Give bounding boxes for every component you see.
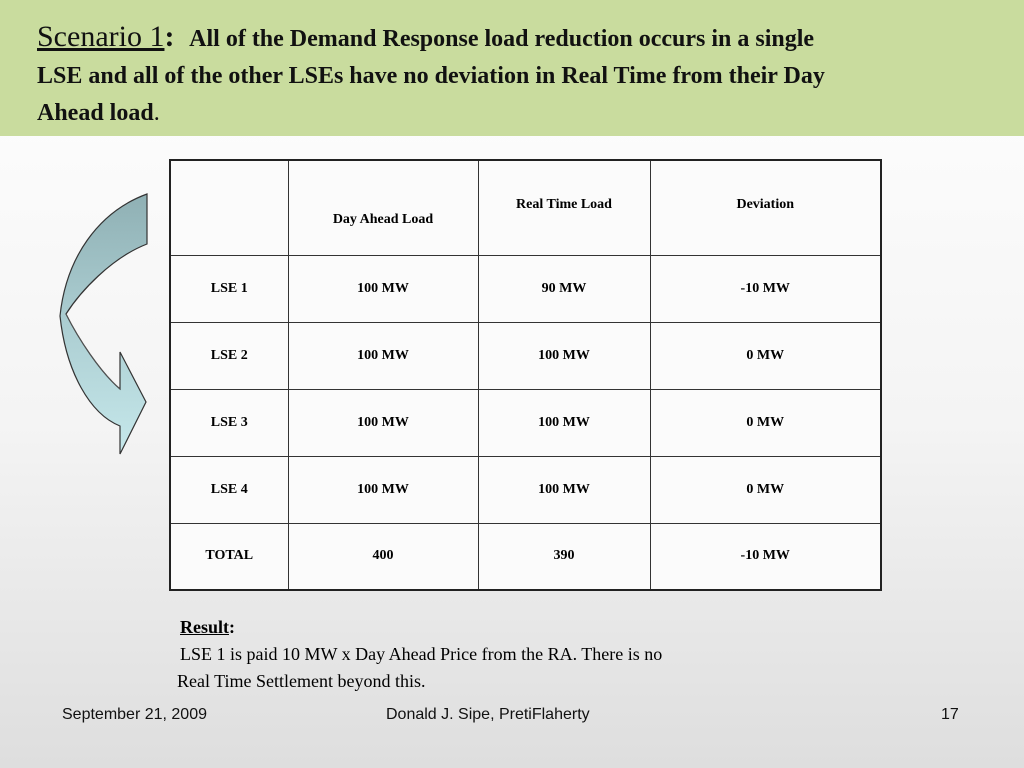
- real-time-value: 90 MW: [478, 255, 650, 322]
- title-line-1: All of the Demand Response load reduction occurs in a single: [189, 26, 815, 52]
- header-label-deviation: Deviation: [736, 196, 795, 212]
- day-ahead-value: 100 MW: [288, 456, 478, 523]
- row-label: LSE 4: [170, 456, 288, 523]
- table-row: [170, 389, 881, 456]
- header-deviation: [650, 160, 881, 255]
- total-day-ahead-value: 400: [288, 523, 478, 590]
- title-line-3: Ahead load: [37, 100, 154, 126]
- table-row: [170, 456, 881, 523]
- scenario-label: Scenario 1: [37, 20, 165, 53]
- title-end-period: .: [153, 100, 160, 126]
- day-ahead-value: 100 MW: [288, 255, 478, 322]
- deviation-value: -10 MW: [650, 255, 881, 322]
- header-real-time-load: [478, 160, 650, 255]
- load-table: [169, 159, 882, 591]
- row-label: LSE 1: [170, 255, 288, 322]
- scenario-colon: :: [164, 20, 175, 53]
- deviation-value: 0 MW: [650, 456, 881, 523]
- table-header-row: [170, 160, 881, 255]
- result-label: Result: [180, 617, 229, 637]
- slide-title: [37, 18, 997, 132]
- day-ahead-value: 100 MW: [288, 389, 478, 456]
- table-row: [170, 322, 881, 389]
- real-time-value: 100 MW: [478, 456, 650, 523]
- real-time-value: 100 MW: [478, 389, 650, 456]
- result-line-2: Real Time Settlement beyond this.: [177, 671, 426, 691]
- deviation-value: 0 MW: [650, 389, 881, 456]
- table-row: [170, 255, 881, 322]
- day-ahead-value: 100 MW: [288, 322, 478, 389]
- curved-down-right-arrow-icon: [56, 192, 152, 458]
- footer-date: September 21, 2009: [62, 706, 207, 723]
- deviation-value: 0 MW: [650, 322, 881, 389]
- header-cell-blank: [170, 160, 288, 255]
- header-label-day-ahead: Day Ahead Load: [332, 211, 434, 227]
- row-label: LSE 2: [170, 322, 288, 389]
- total-label: TOTAL: [170, 523, 288, 590]
- result-note: [177, 614, 820, 695]
- header-day-ahead-load: [288, 160, 478, 255]
- total-deviation-value: -10 MW: [650, 523, 881, 590]
- total-real-time-value: 390: [478, 523, 650, 590]
- title-line-2: LSE and all of the other LSEs have no deviation in Real Time from their Day: [37, 63, 825, 89]
- footer-page-number: 17: [941, 706, 959, 723]
- real-time-value: 100 MW: [478, 322, 650, 389]
- result-colon: :: [229, 617, 235, 637]
- result-heading: [180, 614, 820, 641]
- row-label: LSE 3: [170, 389, 288, 456]
- table-total-row: [170, 523, 881, 590]
- header-label-real-time: Real Time Load: [516, 196, 612, 212]
- result-line-1: LSE 1 is paid 10 MW x Day Ahead Price from the RA. There is no: [180, 644, 663, 664]
- footer-author: Donald J. Sipe, PretiFlaherty: [386, 706, 590, 723]
